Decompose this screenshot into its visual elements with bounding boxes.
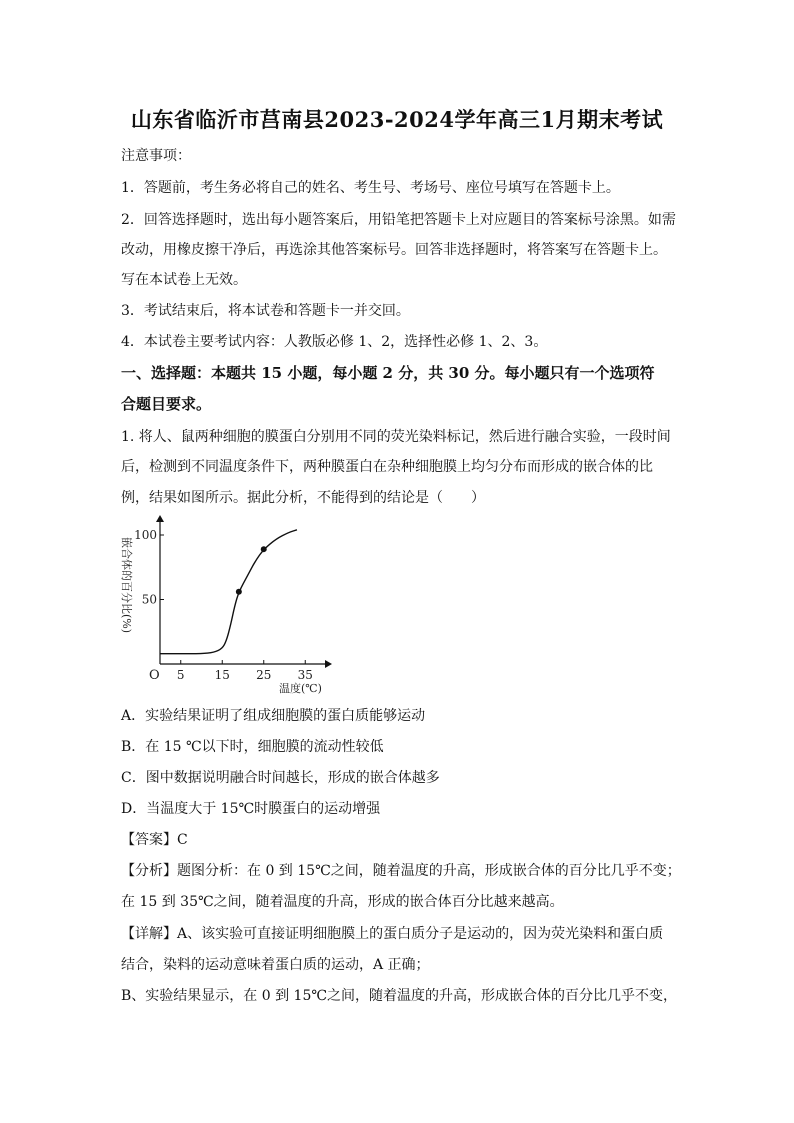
question-stem: 后，检测到不同温度条件下，两种膜蛋白在杂种细胞膜上均匀分布而形成的嵌合体的比 xyxy=(121,459,653,475)
notice-item: 写在本试卷上无效。 xyxy=(121,272,247,288)
notice-item: 2．回答选择题时，选出每小题答案后，用铅笔把答题卡上对应题目的答案标号涂黑。如需 xyxy=(121,212,676,228)
y-axis-arrow xyxy=(156,515,164,522)
option-c: C．图中数据说明融合时间越长，形成的嵌合体越多 xyxy=(121,770,440,786)
origin-label: O xyxy=(149,668,160,683)
option-a: A．实验结果证明了组成细胞膜的蛋白质能够运动 xyxy=(121,708,426,724)
option-d: D．当温度大于 15℃时膜蛋白的运动增强 xyxy=(121,801,381,817)
embedding-percent-chart xyxy=(112,512,342,698)
detail-line: B、实验结果显示，在 0 到 15℃之间，随着温度的升高，形成嵌合体的百分比几乎不变， xyxy=(121,988,678,1004)
notice-item: 改动，用橡皮擦干净后，再选涂其他答案标号。回答非选择题时，将答案写在答题卡上。 xyxy=(121,242,667,258)
question-stem: 1. 将人、鼠两种细胞的膜蛋白分别用不同的荧光染料标记，然后进行融合实验，一段时间 xyxy=(121,429,671,445)
detail-line: 结合，染料的运动意味着蛋白质的运动，A 正确； xyxy=(121,957,430,973)
x-axis-arrow xyxy=(325,660,332,668)
notice-item: 4．本试卷主要考试内容：人教版必修 1、2，选择性必修 1、2、3。 xyxy=(121,334,548,350)
analysis-line: 【分析】题图分析：在 0 到 15℃之间，随着温度的升高，形成嵌合体的百分比几乎不变； xyxy=(121,863,681,879)
analysis-line: 在 15 到 35℃之间，随着温度的升高，形成的嵌合体百分比越来越高。 xyxy=(121,894,564,910)
section-heading: 合题目要求。 xyxy=(121,395,212,413)
option-b: B．在 15 ℃以下时，细胞膜的流动性较低 xyxy=(121,739,384,755)
x-tick-label: 5 xyxy=(176,668,185,682)
x-tick-label: 35 xyxy=(297,668,313,682)
answer-line: 【答案】C xyxy=(121,832,188,848)
chart-ticks xyxy=(134,528,313,682)
page-title: 山东省临沂市莒南县2023-2024学年高三1月期末考试 xyxy=(130,107,664,132)
x-tick-label: 15 xyxy=(214,668,230,682)
data-point xyxy=(261,546,267,552)
question-stem: 例，结果如图所示。据此分析，不能得到的结论是（ ） xyxy=(121,490,485,506)
y-tick-label: 50 xyxy=(141,592,157,607)
x-tick-label: 25 xyxy=(256,668,272,682)
notice-heading: 注意事项： xyxy=(121,148,191,164)
detail-line: 【详解】A、该实验可直接证明细胞膜上的蛋白质分子是运动的，因为荧光染料和蛋白质 xyxy=(121,926,664,942)
series-line xyxy=(160,530,297,654)
y-tick-label: 100 xyxy=(134,528,157,542)
y-axis-label: 嵌合体的百分比(%) xyxy=(120,537,133,634)
x-axis-label: 温度(℃) xyxy=(279,682,322,695)
section-heading: 一、选择题：本题共 15 小题，每小题 2 分，共 30 分。每小题只有一个选项符 xyxy=(121,364,655,382)
notice-item: 3．考试结束后，将本试卷和答题卡一并交回。 xyxy=(121,303,410,319)
data-point xyxy=(236,589,242,595)
chart-axes xyxy=(156,515,332,668)
notice-item: 1．答题前，考生务必将自己的姓名、考生号、考场号、座位号填写在答题卡上。 xyxy=(121,180,620,196)
